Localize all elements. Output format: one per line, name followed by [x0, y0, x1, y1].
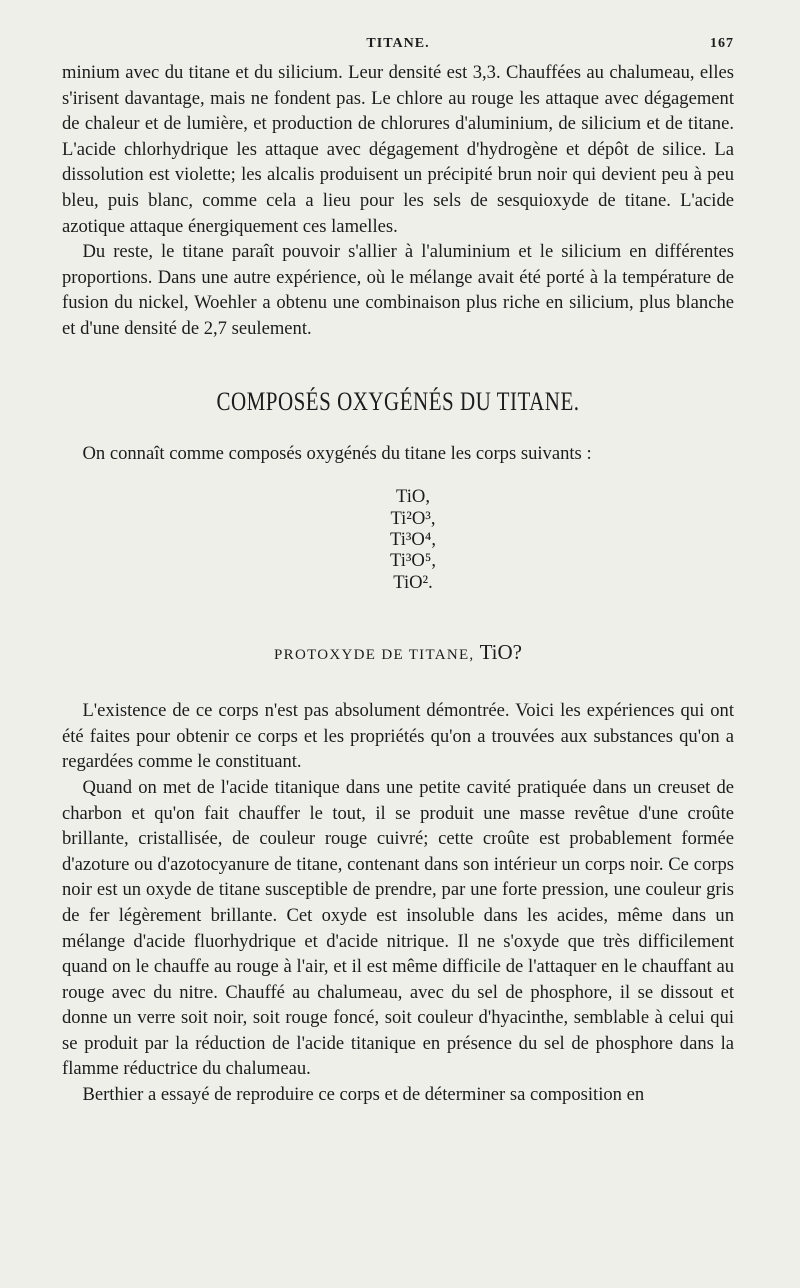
subsection-formula: TiO? [479, 640, 522, 665]
formula-item: TiO². [393, 571, 433, 593]
formula-item: Ti²O³, [390, 507, 436, 529]
running-head [62, 36, 734, 60]
formula-item: Ti³O⁴, [389, 528, 436, 550]
paragraph: minium avec du titane et du silicium. Leur densité est 3,3. Chauffées au chalumeau, elles s'irisent davantage, mais ne fondent pas. Le chlore au rouge les attaque avec dégagement de chaleur et de lumière, et production de chlorures d'aluminium, de silicium et de titane. L'acide chlorhydrique les attaque avec dégagement d'hydrogène et dépôt de silice. La dissolution est violette; les alcalis produisent un précipité brun noir qui devient peu à peu bleu, puis blanc, comme cela a lieu pour les sels de sesquioxyde de titane. L'acide azotique attaque énergiquement ces lamelles. [62, 62, 734, 237]
formula-item: TiO, [396, 486, 430, 508]
paragraph: Du reste, le titane paraît pouvoir s'allier à l'aluminium et le silicium en différentes proportions. Dans une autre expérience, où le mélange avait été porté à la température de fusion du nickel, Woehler a obtenu une combinaison plus riche en silicium, plus blanche et d'une densité de 2,7 seulement. [62, 241, 734, 339]
section-intro: On connaît comme composés oxygénés du titane les corps suivants : [82, 442, 592, 464]
paragraph: Berthier a essayé de reproduire ce corps et de déterminer sa composition en [82, 1084, 645, 1106]
section-heading: COMPOSÉS OXYGÉNÉS DU TITANE. [216, 385, 580, 416]
formula-item: Ti³O⁵, [389, 550, 436, 572]
paragraph: L'existence de ce corps n'est pas absolument démontrée. Voici les expériences qui ont été faites pour obtenir ce corps et les propriétés qu'on a trouvées aux substances qu'on a regardées comme le constituant. [62, 700, 734, 773]
formula-list [62, 486, 734, 593]
paragraph: Quand on met de l'acide titanique dans une petite cavité pratiquée dans un creuset de charbon et qu'on fait chauffer le tout, il se produit une masse revêtue d'une croûte brillante, cristallisée, de couleur rouge cuivré; cette croûte est probablement formée d'azoture ou d'azotocyanure de titane, contenant dans son intérieur un corps noir. Ce corps noir est un oxyde de titane susceptible de prendre, par une forte pression, une couleur gris de fer légèrement brillante. Cet oxyde est insoluble dans les acides, même dans un mélange d'acide fluorhydrique et d'acide nitrique. Il ne s'oxyde que très difficilement quand on le chauffe au rouge à l'air, et il est même difficile de l'attaquer en le chauffant au rouge avec du nitre. Chauffé au chalumeau, avec du sel de phosphore, il se dissout et donne un verre soit noir, soit rouge foncé, soit couleur d'hyacinthe, semblable à celui qui se produit par la réduction de l'acide titanique en présence du sel de phosphore dans la flamme réductrice du chalumeau. [62, 776, 734, 1080]
running-title: TITANE. [366, 36, 430, 51]
page-number: 167 [710, 36, 734, 51]
subsection-heading [62, 640, 734, 667]
subsection-title: PROTOXYDE DE TITANE, [274, 647, 475, 664]
